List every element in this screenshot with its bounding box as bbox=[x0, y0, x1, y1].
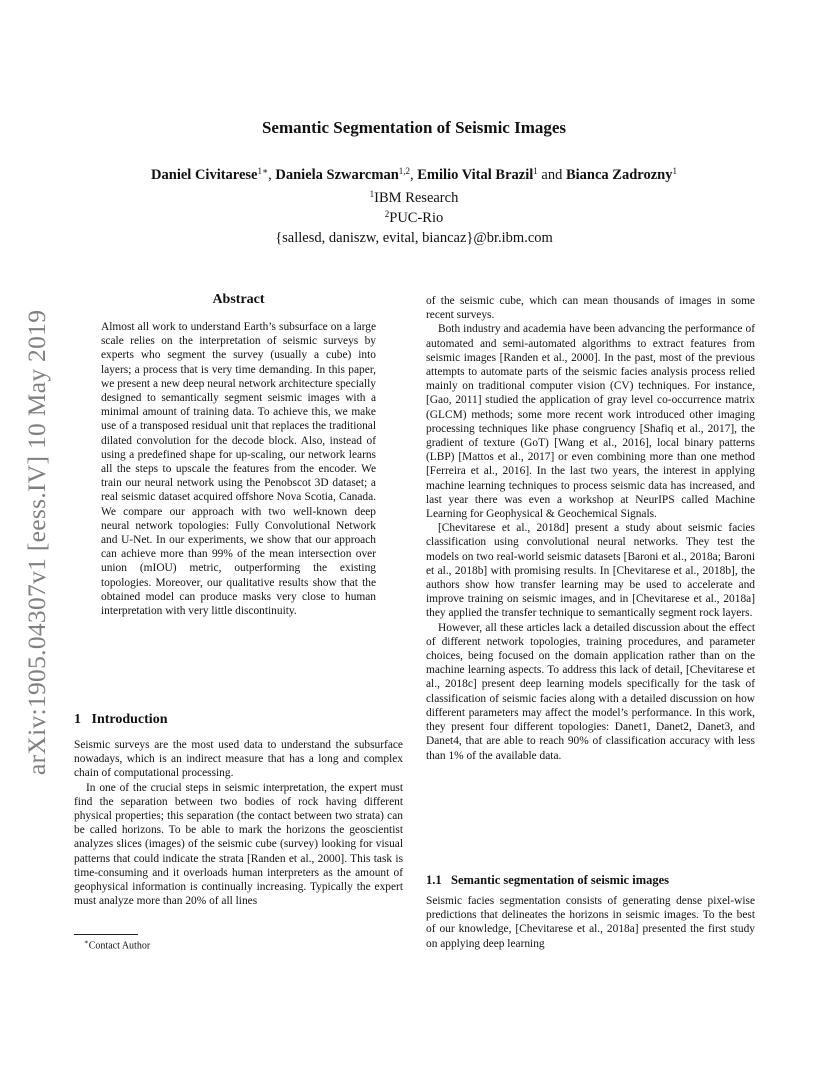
section-title: Introduction bbox=[91, 712, 168, 727]
affil-mark: 2 bbox=[384, 209, 390, 219]
author-separator: , bbox=[410, 167, 414, 183]
author-affil-mark: 1∗ bbox=[257, 166, 269, 176]
author-name: Daniel Civitarese bbox=[151, 167, 258, 183]
paragraph: of the seismic cube, which can mean thousands of images in some recent surveys. bbox=[426, 295, 755, 322]
affil-mark: 1 bbox=[369, 189, 375, 199]
paragraph: Both industry and academia have been advancing the performance of automated and semi-automated algorithms to extract features from seismic images [Randen et al., 2000]. In the past, most of the previous attempts to automate parts of the seismic facies analysis process relied mainly on traditional computer vision (CV) techniques. For instance, [Gao, 2011] studied the application of gray level co-occurrence matrix (GLCM) methods; some more recent work introduced other imaging processing techniques like phase congruency [Shafiq et al., 2017], the gradient of texture (GoT) [Wang et al., 2016], local binary patterns (LBP) [Mattos et al., 2017] or even combining more than one method [Ferreira et al., 2016]. In the last two years, the interest in applying machine learning techniques to process seismic data has increased, and last year there was even a workshop at NeurIPS called Machine Learning for Geophysical & Geochemical Signals. bbox=[426, 323, 755, 521]
author-name: Emilio Vital Brazil bbox=[417, 167, 534, 183]
right-column-body bbox=[426, 294, 755, 763]
author-list bbox=[0, 167, 828, 184]
author-affil-mark: 1,2 bbox=[398, 166, 411, 176]
subsection-title: Semantic segmentation of seismic images bbox=[451, 873, 670, 887]
affil-text: IBM Research bbox=[374, 190, 459, 206]
author-and: and bbox=[541, 167, 563, 183]
introduction-body bbox=[74, 738, 403, 908]
affiliation bbox=[0, 190, 828, 207]
paragraph: However, all these articles lack a detailed discussion about the effect of different network topologies, training procedures, and parameter choices, being focused on the domain application rather than on the machine learning aspects. To address this lack of detail, [Chevitarese et al., 2018c] present deep learning models specifically for the task of classification of seismic facies along with a detailed discussion on how different parameters may affect the model’s performance. In this work, they present four different topologies: Danet1, Danet2, Danet3, and Danet4, that are able to reach 90% of classification accuracy with less than 1% of the available data. bbox=[426, 621, 755, 762]
footnote-text: Contact Author bbox=[88, 940, 151, 952]
paragraph: [Chevitarese et al., 2018d] present a study about seismic facies classification using convolutional neural networks. They test the models on two real-world seismic datasets [Baroni et al., 2018a; Baroni et al., 2018b] with promising results. In [Chevitarese et al., 2018b], the authors show how transfer learning may be used to accelerate and improve training on seismic images, and in [Chevitarese et al., 2018a] they applied the transfer technique to semantically segment rock layers. bbox=[426, 522, 755, 620]
abstract-text: Almost all work to understand Earth’s subsurface on a large scale relies on the interpretation of seismic surveys by experts who segment the survey (usually a cube) into layers; a process that is very time demanding. In this paper, we present a new deep neural network architecture specially designed to semantically segment seismic images with a minimal amount of training data. To achieve this, we make use of a transposed residual unit that replaces the traditional dilated convolution for the decode block. Also, instead of using a predefined shape for up-scaling, our network learns all the steps to upscale the features from the encoder. We train our neural network using the Penobscot 3D dataset; a real seismic dataset acquired offshore Nova Scotia, Canada. We compare our approach with two well-known deep neural network topologies: Fully Convolutional Network and U-Net. In our experiments, we show that our approach can achieve more than 99% of the mean intersection over union (mIOU) metric, outperforming the existing topologies. Moreover, our qualitative results show that the obtained model can produce masks very close to human interpretation with very little discontinuity. bbox=[101, 321, 376, 618]
author-affil-mark: 1 bbox=[533, 166, 538, 176]
author-separator: , bbox=[268, 167, 272, 183]
arxiv-stamp: arXiv:1905.04307v1 [eess.IV] 10 May 2019 bbox=[22, 309, 51, 775]
paragraph: Seismic facies segmentation consists of generating dense pixel-wise predictions that delineates the horizons in seismic images. To the best of our knowledge, [Chevitarese et al., 2018a] presented the first study on applying deep learning bbox=[426, 895, 755, 950]
author-name: Bianca Zadrozny bbox=[565, 167, 673, 183]
paragraph: In one of the crucial steps in seismic interpretation, the expert must find the separation between two bodies of rock having different physical properties; this separation (the contact between two strata) can be called horizons. To be able to mark the horizons the geoscientist analyzes slices (images) of the seismic cube (survey) looking for visual patterns that could indicate the strata [Randen et al., 2000]. This task is time-consuming and it overloads human interpreters as the amount of geophysical information is continually increasing. Typically the expert must analyze more than 20% of all lines bbox=[74, 781, 403, 908]
footnote-mark: ∗ bbox=[84, 938, 89, 946]
section-heading-introduction bbox=[74, 712, 167, 728]
author-name: Daniela Szwarcman bbox=[275, 167, 399, 183]
author-affil-mark: 1 bbox=[672, 166, 677, 176]
subsection-body bbox=[426, 894, 755, 951]
section-number: 1 bbox=[74, 712, 81, 727]
subsection-number: 1.1 bbox=[426, 873, 442, 887]
paper-title: Semantic Segmentation of Seismic Images bbox=[261, 118, 567, 137]
abstract-heading: Abstract bbox=[212, 292, 265, 307]
paragraph: Seismic surveys are the most used data to understand the subsurface nowadays, which is an indirect measure that has a long and complex chain of computational processing. bbox=[74, 739, 403, 780]
affiliation bbox=[0, 210, 828, 227]
subsection-heading bbox=[426, 873, 669, 888]
abstract-body bbox=[101, 320, 376, 618]
affil-text: PUC-Rio bbox=[389, 210, 444, 226]
author-emails: {sallesd, daniszw, evital, biancaz}@br.ibm.com bbox=[275, 230, 553, 246]
footnote bbox=[84, 938, 150, 951]
footnote-rule bbox=[74, 934, 138, 935]
